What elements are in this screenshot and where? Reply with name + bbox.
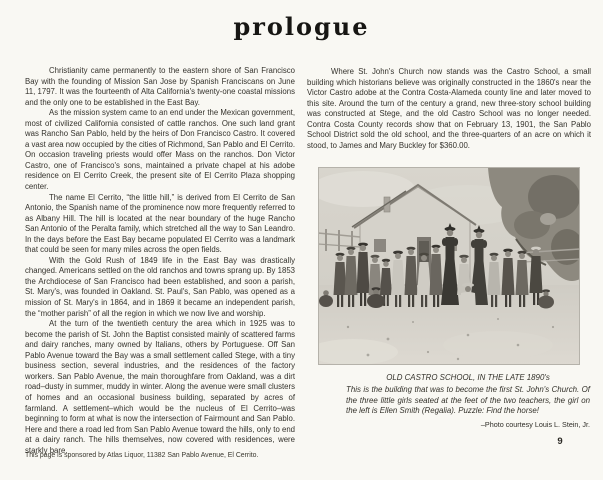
right-column xyxy=(307,67,591,151)
paragraph: At the turn of the twentieth century the area which in 1925 was to become the parish of St. John the Baptist consisted mainly of scattered farms and dairy ranches, many owned by Italians, others by Portuguese. Off San Pablo Avenue toward the Bay was a small settlement called Stege, with a tiny business section, several industries, and the residences of the factory workers. San Pablo Avenue, the main thoroughfare from Oakland, was a dirt road–dusty in summer, muddy in winter. Along the avenue were small clusters of homes and an occasional business building, separated by acres of farmland. A settlement–which would be the nucleus of El Cerrito–was beginning to form at what is now the intersection of Fairmount and San Pablo. Here and there a road led from San Pablo Avenue toward the hills, only to end at a dairy ranch. The hills themselves, now covered with residences, were starkly bare. xyxy=(25,319,295,455)
paragraph: Where St. John's Church now stands was the Castro School, a small building which historians believe was originally constructed in the 1860's near the Victor Castro adobe at the Contra Costa-Alameda county line and later moved to this site. Around the turn of the century a grand, new three-story school building was constructed at Stege, and the old Castro School was no longer needed. Contra Costa County records show that on February 13, 1901, the San Pablo School District sold the old school, and the three-quarters of an acre on which it stood, to James and Mary Buckley for $360.00. xyxy=(307,67,591,150)
paragraph: Christianity came permanently to the eastern shore of San Francisco Bay with the founding of Mission San Jose by Spanish Franciscans on June 11, 1797. It was the fourteenth of Alta California's twenty-one coastal missions and the only one to be established in the East Bay. xyxy=(25,66,295,107)
photo-credit: –Photo courtesy Louis L. Stein, Jr. xyxy=(480,420,590,430)
paragraph: As the mission system came to an end under the Mexican government, most of civilized California consisted of cattle ranchos. One such land grant was Rancho San Pablo, held by the heirs of Don Francisco Castro. It covered a vast area now occupied by the cities of Richmond, San Pablo and El Cerrito. On occasion traveling priests would offer Mass on the ranchos. Don Victor Castro, one of Francisco's sons, maintained a private chapel at his adobe residence on El Cerrito Creek, the present site of El Cerrito Plaza shopping center. xyxy=(25,108,296,192)
page-title: prologue xyxy=(233,12,370,41)
old-castro-school-photo xyxy=(318,167,580,365)
page-number: 9 xyxy=(557,436,563,447)
photo-illustration xyxy=(318,167,580,365)
photo-caption-body: This is the building that was to become the first St. John's Church. Of the three little girls seated at the feet of the two teachers, the girl on the left is Ellen Smith (Regalia). Puzzle: Find the horse! xyxy=(346,384,590,416)
photo-caption xyxy=(346,373,590,431)
paragraph: The name El Cerrito, “the little hill,” is derived from El Cerrito de San Antonio, the Spanish name of the prominence now more frequently referred to as Albany Hill. The hill is located at the near boundary of the huge Rancho San Antonio of the Peralta family, which stretched all the way to San Leandro. In the days before the East Bay became populated El Cerrito was a landmark that could be seen for many miles across the open fields. xyxy=(25,192,295,255)
photo-caption-title: OLD CASTRO SCHOOL, IN THE LATE 1890's xyxy=(386,373,550,382)
sponsor-line: This page is sponsored by Atlas Liquor, 11382 San Pablo Avenue, El Cerrito. xyxy=(25,452,259,459)
paragraph: With the Gold Rush of 1849 life in the East Bay was drastically changed. Americans settled on the old ranchos and towns sprang up. By 1853 the Archdiocese of San Francisco had been established, and soon a parish, St. Mary's, was founded in Oakland. St. Paul's, San Pablo, was opened as a mission of St. Mary's in 1864, and in 1869 it became an independent parish, the “mother parish” of all the region in which we now live and worship. xyxy=(25,255,295,318)
left-column xyxy=(25,66,295,456)
